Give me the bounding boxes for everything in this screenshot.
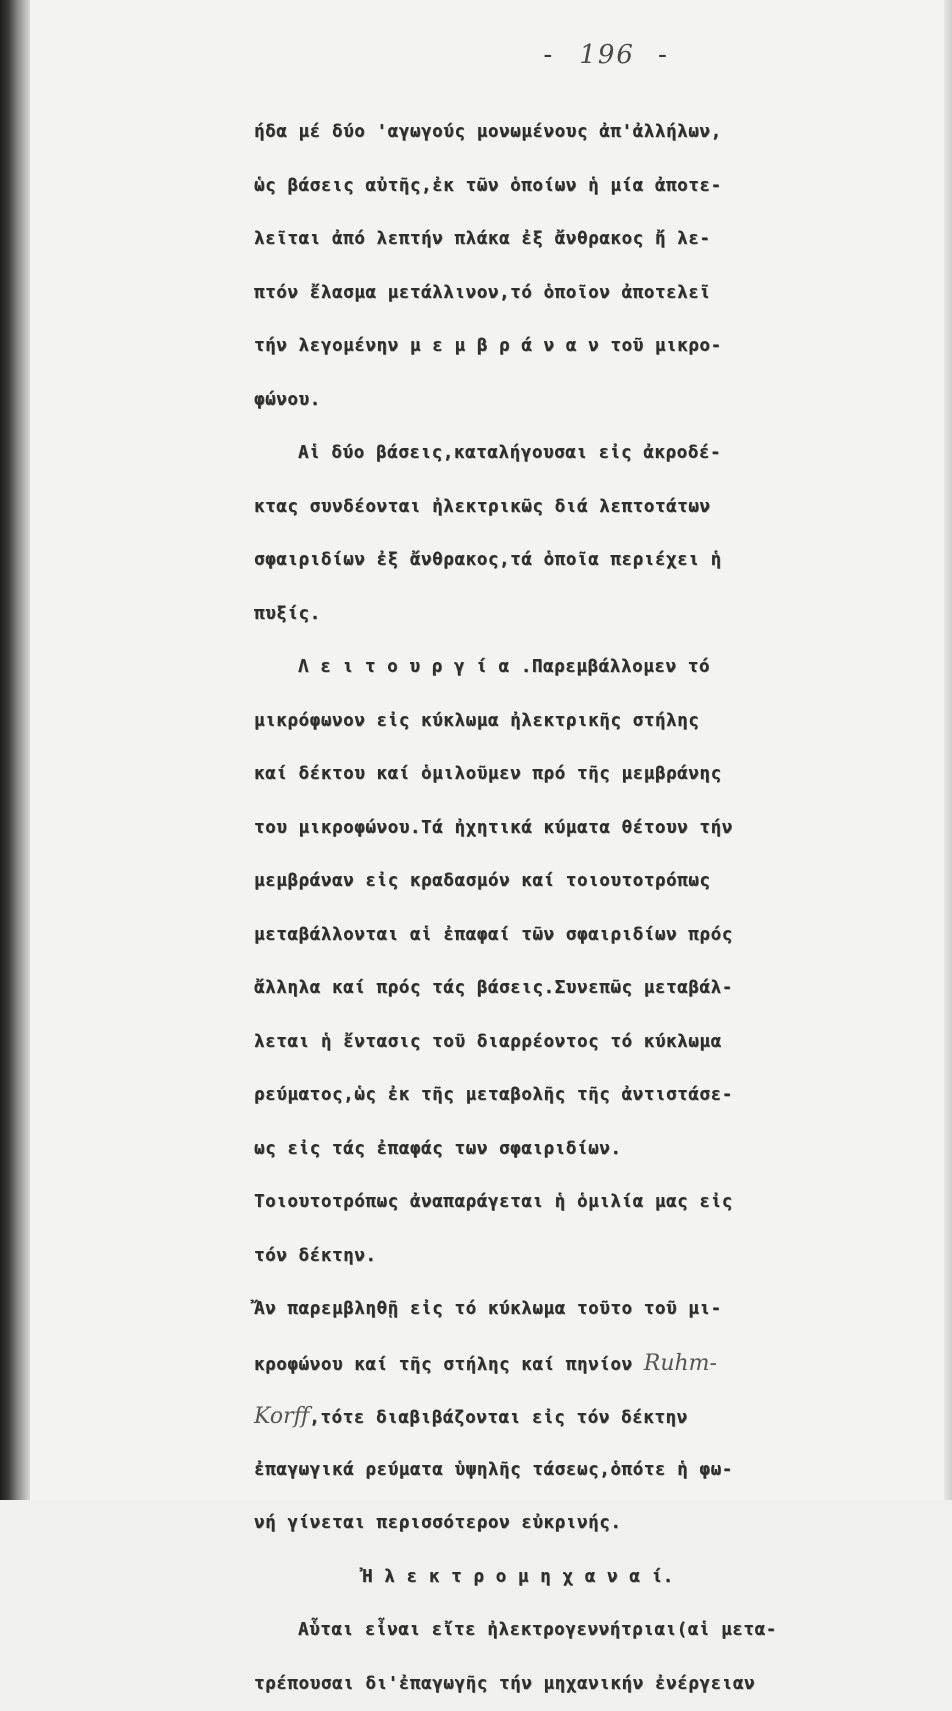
- text-line: [254, 160, 854, 214]
- line-text: ρεύματος,ὡς ἐκ τῆς μεταβολῆς τῆς ἀντιστάσε-: [254, 1085, 733, 1105]
- line-text: τήν λεγομένην μ ε μ β ρ ά ν α ν τοῦ μικρο-: [254, 336, 722, 356]
- line-text: Ἄν παρεμβληθῇ εἰς τό κύκλωμα τοῦτο τοῦ μι-: [254, 1299, 722, 1319]
- text-line: [254, 1390, 854, 1444]
- line-text: κτας συνδέονται ἠλεκτρικῶς διά λεπτοτάτων: [254, 497, 711, 517]
- handwritten-annotation: Ruhm-: [644, 1351, 717, 1376]
- text-line: [254, 320, 854, 374]
- text-line: [254, 481, 854, 535]
- line-text: Αἱ δύο βάσεις,καταλήγουσαι εἰς ἀκροδέ-: [298, 443, 721, 463]
- text-line: [254, 267, 854, 321]
- line-text: ἐπαγωγικά ρεύματα ὑψηλῆς τάσεως,ὁπότε ἡ φω-: [254, 1460, 733, 1480]
- line-text: πυξίς.: [254, 604, 321, 624]
- page-gutter-shadow: [0, 0, 30, 1500]
- text-line: [254, 1123, 854, 1177]
- line-text: Λ ε ι τ ο υ ρ γ ί α .Παρεμβάλλομεν τό: [298, 657, 710, 677]
- text-line: [254, 1444, 854, 1498]
- text-line: [254, 1016, 854, 1070]
- line-text: μεταβάλλονται αἱ ἐπαφαί τῶν σφαιριδίων πρός: [254, 925, 733, 945]
- paragraph-start-line: [254, 427, 854, 481]
- page-number: [540, 40, 674, 70]
- page-number-dash-left: -: [540, 40, 560, 70]
- line-text: ήδα μέ δύο 'αγωγούς μονωμένους ἀπ'ἀλλήλων,: [254, 122, 722, 142]
- line-text: τρέπουσαι δι'ἐπαγωγῆς τήν μηχανικήν ἐνέργειαν: [254, 1674, 755, 1694]
- text-line: [254, 1283, 854, 1337]
- text-line: [254, 1069, 854, 1123]
- text-line: [254, 1337, 854, 1391]
- page-number-dash-right: -: [655, 40, 675, 70]
- line-text: μικρόφωνον εἰς κύκλωμα ἠλεκτρικῆς στήλης: [254, 711, 699, 731]
- text-line: [254, 695, 854, 749]
- text-line: [254, 588, 854, 642]
- handwritten-annotation: Korff: [254, 1404, 309, 1429]
- heading-text: Ἠ λ ε κ τ ρ ο μ η χ α ν α ί.: [362, 1567, 674, 1587]
- line-text: φώνου.: [254, 390, 321, 410]
- line-text: ως εἰς τάς ἐπαφάς των σφαιριδίων.: [254, 1139, 621, 1159]
- page-number-value: 196: [579, 40, 635, 70]
- section-heading: [254, 1551, 854, 1605]
- paragraph-start-line: [254, 641, 854, 695]
- text-line: [254, 1658, 854, 1711]
- text-line: [254, 909, 854, 963]
- text-line: [254, 106, 854, 160]
- line-text: νή γίνεται περισσότερον εὐκρινής.: [254, 1513, 621, 1533]
- line-text: μεμβράναν εἰς κραδασμόν καί τοιουτοτρόπως: [254, 871, 711, 891]
- text-line: [254, 374, 854, 428]
- page-right-edge: [944, 0, 952, 1500]
- text-line: [254, 802, 854, 856]
- text-line: [254, 1230, 854, 1284]
- text-line: [254, 534, 854, 588]
- line-text: Αὗται εἶναι εἴτε ἠλεκτρογεννήτριαι(αἱ μετα-: [298, 1620, 777, 1640]
- line-text: καί δέκτου καί ὁμιλοῦμεν πρό τῆς μεμβράνης: [254, 764, 722, 784]
- line-text: λεῖται ἀπό λεπτήν πλάκα ἐξ ἄνθρακος ἤ λε-: [254, 229, 711, 249]
- typed-text-body: [254, 106, 854, 1711]
- line-text: πτόν ἔλασμα μετάλλινον,τό ὁποῖον ἀποτελεῖ: [254, 283, 711, 303]
- text-line: [254, 1176, 854, 1230]
- line-text: κροφώνου καί τῆς στήλης καί πηνίον: [254, 1355, 633, 1375]
- line-text: ἄλληλα καί πρός τάς βάσεις.Συνεπῶς μεταβάλ-: [254, 978, 733, 998]
- line-text: τόν δέκτην.: [254, 1246, 377, 1266]
- line-text: Τοιουτοτρόπως ἀναπαράγεται ἡ ὁμιλία μας εἰς: [254, 1192, 733, 1212]
- paragraph-start-line: [254, 1604, 854, 1658]
- text-line: [254, 213, 854, 267]
- text-line: [254, 962, 854, 1016]
- text-line: [254, 855, 854, 909]
- text-line: [254, 748, 854, 802]
- line-text: ὡς βάσεις αὐτῆς,ἐκ τῶν ὁποίων ἡ μία ἀποτε-: [254, 176, 722, 196]
- line-text: του μικροφώνου.Τά ἠχητικά κύματα θέτουν τήν: [254, 818, 733, 838]
- line-text: ,τότε διαβιβάζονται εἰς τόν δέκτην: [309, 1408, 688, 1428]
- text-line: [254, 1497, 854, 1551]
- line-text: λεται ἡ ἔντασις τοῦ διαρρέοντος τό κύκλωμα: [254, 1032, 722, 1052]
- line-text: σφαιριδίων ἐξ ἄνθρακος,τά ὁποῖα περιέχει ἡ: [254, 550, 722, 570]
